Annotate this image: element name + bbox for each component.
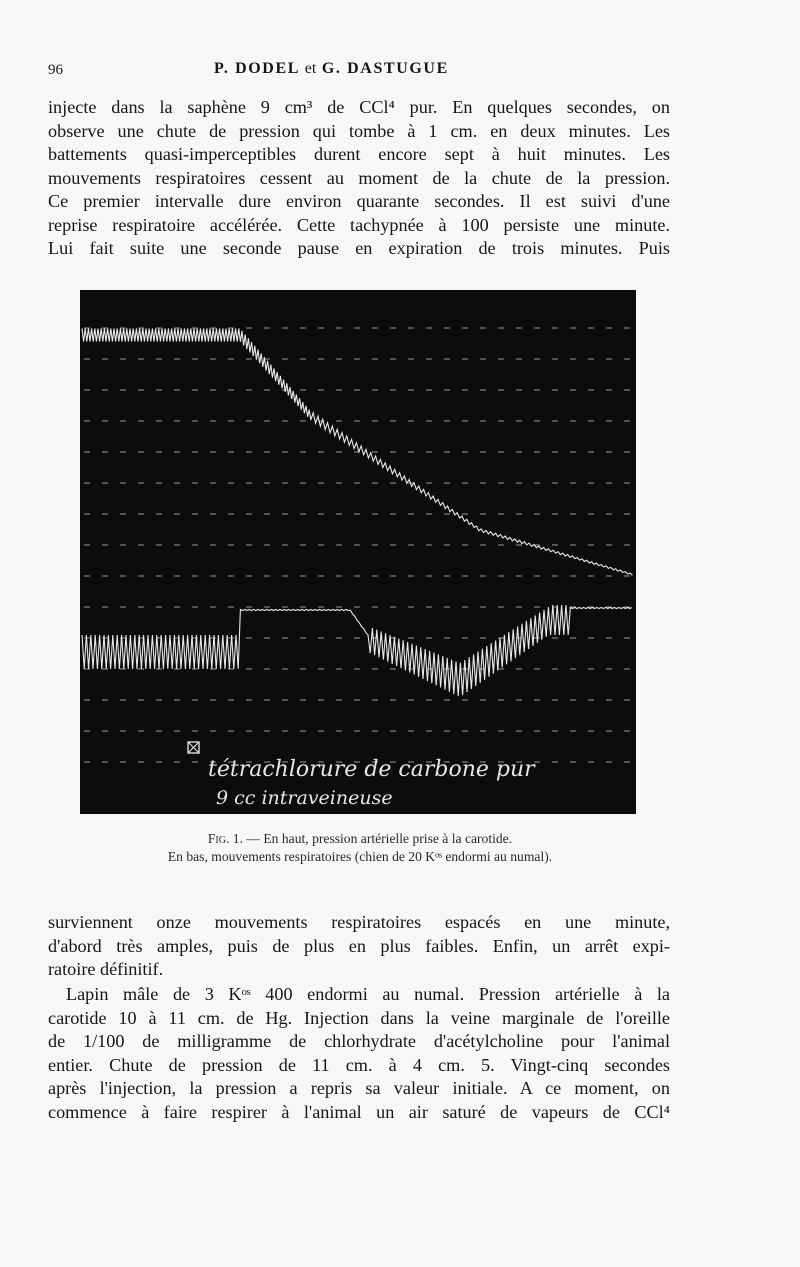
text-line: de 1/100 de milligramme de chlorhydrate d'acétylcholine pour l'animal — [48, 1031, 670, 1051]
author-conjunction: et — [304, 60, 317, 77]
paragraph-last — [48, 983, 670, 1124]
text-line: d'abord très amples, puis de plus en plus faibles. Enfin, un arrêt expi- — [48, 935, 670, 956]
handwritten-annotation-line-1: tétrachlorure de carbone pur — [208, 757, 535, 782]
kymograph-traces — [80, 290, 636, 814]
text-line: entier. Chute de pression de 11 cm. à 4 cm. 5. Vingt-cinq secondes — [48, 1054, 670, 1075]
text-line: carotide 10 à 11 cm. de Hg. Injection dans la veine marginale de l'oreille — [48, 1007, 670, 1028]
paragraph-top — [48, 96, 670, 261]
text-line: Lui fait suite une seconde pause en expiration de trois minutes. Puis — [48, 238, 670, 258]
figure-caption — [60, 830, 660, 866]
text-line: ratoire définitif. — [48, 959, 164, 979]
text-line: surviennent onze mouvements respiratoires espacés en une minute, — [48, 912, 670, 932]
running-header — [48, 60, 648, 84]
text-line: Lapin mâle de 3 Kᵒˢ 400 endormi au numal. Pression artérielle à la — [66, 984, 670, 1004]
page-number: 96 — [48, 62, 63, 78]
text-line: commence à faire respirer à l'animal un air saturé de vapeurs de CCl⁴ — [48, 1101, 670, 1122]
time-marker-grid — [84, 328, 632, 762]
text-line: observe une chute de pression qui tombe à 1 cm. en deux minutes. Les — [48, 120, 670, 141]
author-2: G. DASTUGUE — [321, 60, 449, 77]
paragraph-bottom — [48, 911, 670, 982]
text-line: Ce premier intervalle dure environ quarante secondes. Il est suivi d'une — [48, 191, 670, 211]
text-line: après l'injection, la pression a repris sa valeur initiale. A ce moment, on — [48, 1078, 670, 1098]
running-title — [214, 60, 449, 78]
caption-line-1: — En haut, pression artérielle prise à la carotide. — [246, 831, 513, 846]
text-line: injecte dans la saphène 9 cm³ de CCl⁴ pur. En quelques secondes, on — [48, 97, 670, 117]
author-1: P. DODEL — [214, 60, 300, 77]
caption-line-2: En bas, mouvements respiratoires (chien de 20 Kᵒˢ endormi au numal). — [167, 849, 553, 864]
respiratory-trace — [82, 605, 632, 696]
text-line: reprise respiratoire accélérée. Cette tachypnée à 100 persiste une minute. — [48, 214, 670, 235]
handwritten-annotation-line-2: 9 cc intraveineuse — [216, 787, 393, 809]
figure-label: Fig. 1. — [207, 831, 243, 846]
text-line: mouvements respiratoires cessent au moment de la chute de la pression. — [48, 167, 670, 188]
injection-marker — [188, 742, 199, 753]
kymograph-figure — [80, 290, 636, 814]
text-line: battements quasi-imperceptibles durent encore sept à huit minutes. Les — [48, 144, 670, 164]
